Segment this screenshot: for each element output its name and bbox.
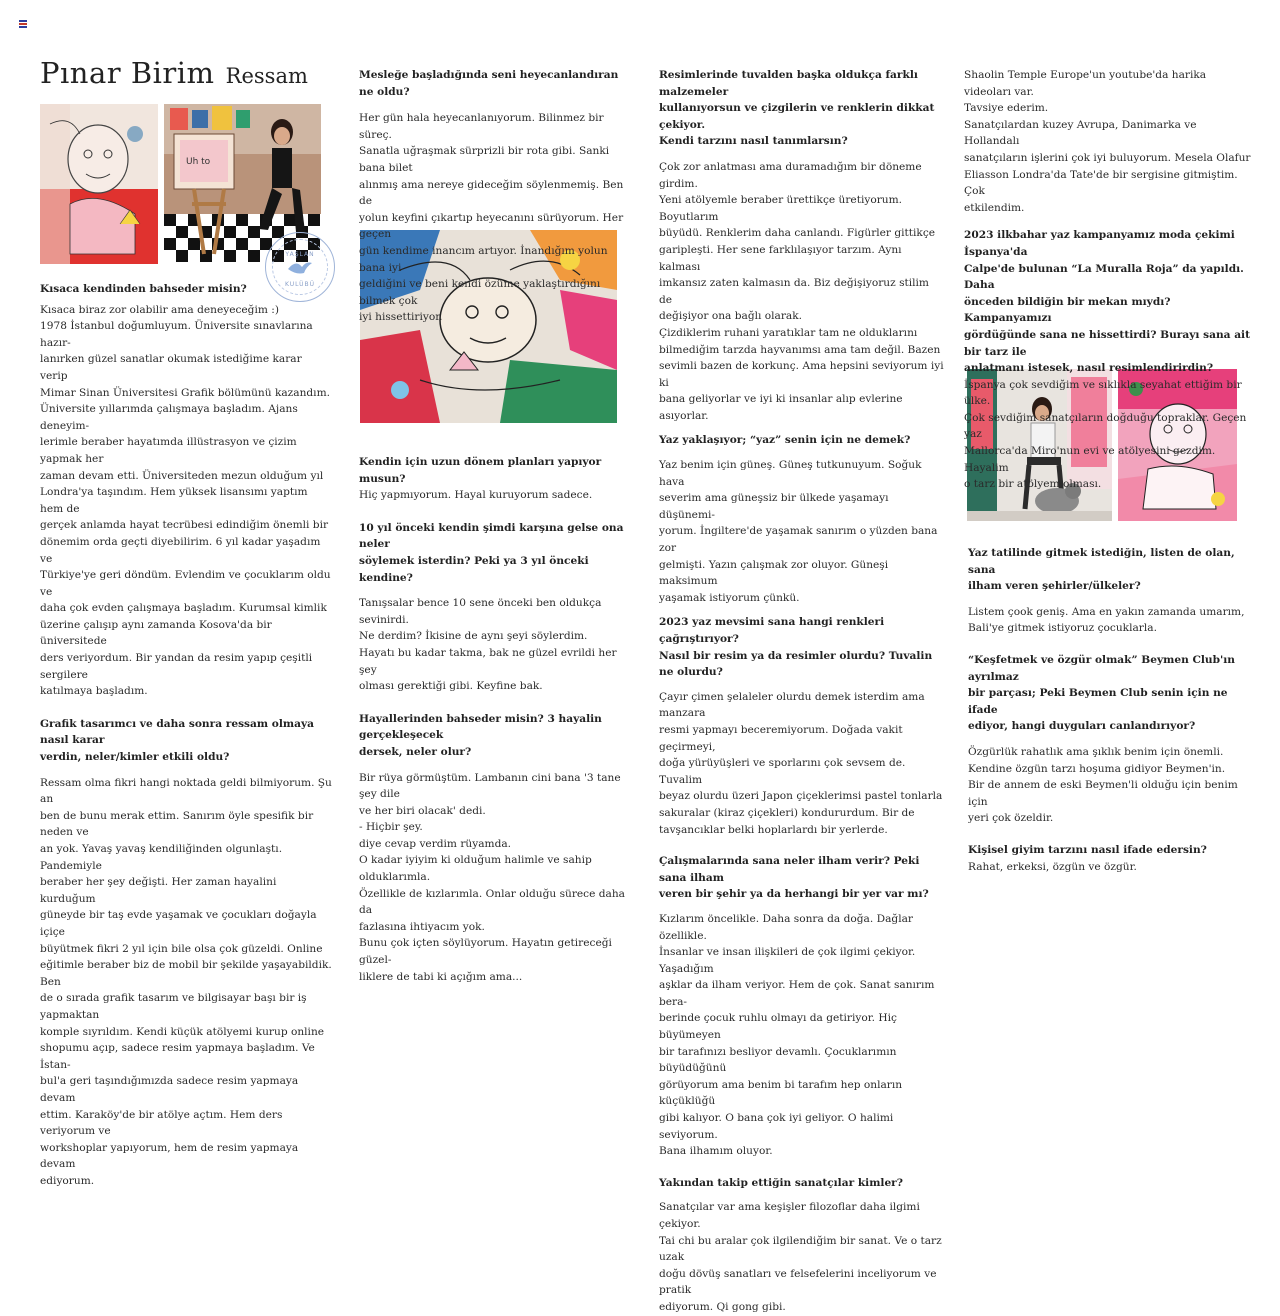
question-5: 10 yıl önceki kendin şimdi karşına gelse ona neler söylemek isterdin? Peki ya 3 yıl önceki kendine? (359, 521, 624, 584)
answer-9: Çayır çimen şelaleler olurdu demek isterdim ama manzara resmi yapmayı beceremiyorum. Doğada vakit geçirmeyi, doğa yürüyüşleri ve sporlarını çok sevsem de. Tuvalim beyaz olurdu üzeri Japon çiçeklerimsi pastel tonlarla sakuralar (kiraz çiçekleri) kondururdum. Bir de tavşancıklar belki hoplarlardı bir yerlerde. (659, 690, 943, 836)
answer-5: Tanışsalar bence 10 sene önceki ben oldukça sevinirdi. Ne derdim? İkisine de aynı şeyi söylerdim. Hayatı bu kadar takma, bak ne güzel evrildi her şey olması gerektiği gibi. Keyfine bak. (359, 597, 617, 693)
menu-icon[interactable] (19, 20, 27, 27)
question-12: 2023 ilkbahar yaz kampanyamız moda çekimi İspanya'da Calpe'de bulunan “La Muralla Roja” da yapıldı. Daha önceden bildiğin bir mekan mıydı? Kampanyamızı gördüğünde sana ne hissettirdi? Burayı sana ait bir tarz ile anlatmanı istesek, nasıl resimlendirirdin? (964, 229, 1250, 375)
answer-1: Kısaca biraz zor olabilir ama deneyeceğim :) 1978 İstanbul doğumluyum. Üniversite sınavlarına hazır- lanırken güzel sanatlar okumak istediğime karar verip Mimar Sinan Üniversitesi Grafik bölümünü kazandım. Üniversite yıllarımda çalışmaya başladım. Ajans deneyim- lerimle beraber hayatımda illüstrasyon ve çizim yapmak her zaman devam etti. Üniversiteden mezun olduğum yıl Londra'ya taşındım. Hem yüksek lisansımı yaptım hem de gerçek anlamda hayat tecrübesi edindiğim önemli bir dönemim orda geçti diyebilirim. 6 yıl kadar yaşadım ve Türkiye'ye geri döndüm. Evlendim ve çocuklarım oldu ve daha çok evden çalışmaya başladım. Kurumsal kimlik üzerine çalışıp aynı zamanda Kosova'da bir üniversitede ders veriyordum. Bir yandan da resim yapıp çeşitli sergilere katılmaya başladım. (40, 303, 331, 698)
column-1 (40, 281, 332, 1189)
answer-2: Ressam olma fikri hangi noktada geldi bilmiyorum. Şu an ben de bunu merak ettim. Sanırım öyle spesifik bir neden ve an yok. Yavaş yavaş kendiliğinden olgunlaştı. Pandemiyle beraber her şey değişti. Her zaman hayalini kurduğum güneyde bir taş evde yaşamak ve çocukları doğayla içiçe büyütmek fikri 2 yıl için bile olsa çok güzeldi. Online eğitimle beraber biz de mobil bir şekilde yaşayabildik. Ben de o sırada grafik tasarım ve bilgisayar başı bir iş yapmaktan komple sıyrıldım. Kendi küçük atölyemi kurup online shopumu açıp, sadece resim yapmaya başladım. Ve İstan- bul'a geri taşındığımızda sadece resim yapmaya devam ettim. Karaköy'de bir atölye açtım. Hem ders veriyorum ve workshoplar yapıyorum, hem de resim yapmaya devam ediyorum. (40, 776, 332, 1187)
column-4 (964, 67, 1254, 493)
answer-3: Her gün hala heyecanlanıyorum. Bilinmez bir süreç. Sanatla uğraşmak sürprizli bir rota gibi. Sanki bana bilet alınmış ama nereye gideceğim söylenmemiş. Ben de yolun keyfini çıkartıp heyecanını sürüyorum. Her geçen gün kendime inancım artıyor. İnandığım yolun bana iyi geldiğini ve beni kendi özüme yaklaştırdığını bilmek çok iyi hissettiriyor. (359, 112, 624, 324)
answer-11-continued: Shaolin Temple Europe'un youtube'da harika videoları var. Tavsiye ederim. Sanatçılardan kuzey Avrupa, Danimarka ve Hollandalı sanatçıların işlerini çok iyi buluyorum. Mesela Olafur Eliasson Londra'da Tate'de bir sergisine gitmiştim. Çok etkilendim. (964, 69, 1251, 214)
stamp-text-bottom: KULÜBÜ (284, 281, 316, 288)
answer-15: Rahat, erkeksi, özgün ve özgür. (968, 860, 1137, 873)
answer-11: Sanatçılar var ama keşişler filozoflar daha ilgimi çekiyor. Tai chi bu aralar çok ilgilendiğim bir sanat. Ve o tarz uzak doğu dövüş sanatları ve felsefelerini inceliyorum ve pratik ediyorum. Qi gong gibi. (659, 1201, 942, 1313)
bird-icon (286, 257, 314, 277)
question-6: Hayallerinden bahseder misin? 3 hayalin gerçekleşecek dersek, neler olur? (359, 712, 602, 758)
artist-role: Ressam (225, 64, 308, 88)
answer-8: Yaz benim için güneş. Güneş tutkunuyum. Soğuk hava severim ama güneşsiz bir ülkede yaşamayı düşünemi- yorum. İngiltere'de yaşamak sanırım o yüzden bana zor gelmişti. Yazın çalışmak zor oluyor. Güneşi maksimum yaşamak istiyorum çünkü. (659, 459, 938, 604)
painting-image-1 (40, 104, 158, 264)
question-4: Kendin için uzun dönem planları yapıyor musun? (359, 456, 602, 485)
answer-7: Çok zor anlatması ama duramadığım bir döneme girdim. Yeni atölyemle beraber ürettikçe üretiyorum. Boyutlarım büyüdü. Renklerim daha canlandı. Figürler gittikçe garipleşti. Her sene farklılaşıyor tarzım. Aynı kalması imkansız zaten kalmasın da. Biz değişiyoruz stilim de değişiyor ona bağlı olarak. Çizdiklerim ruhani yaratıklar tam ne olduklarını bilmediğim tarzda hayvanımsı ama tam değil. Bazen sevimli bazen de korkunç. Ama hepsini seviyorum iyi ki bana geliyorlar ve iyi ki insanlar alıp evlerine asıyorlar. (659, 160, 944, 422)
question-9: 2023 yaz mevsimi sana hangi renkleri çağrıştırıyor? Nasıl bir resim ya da resimler olurdu? Tuvalin ne olurdu? (659, 616, 933, 679)
artist-name: Pınar Birim (40, 56, 215, 90)
column-4-lower (968, 545, 1258, 875)
question-15: Kişisel giyim tarzını nasıl ifade edersin? (968, 843, 1207, 856)
page-title (40, 56, 308, 90)
question-1: Kısaca kendinden bahseder misin? (40, 283, 247, 295)
question-7: Resimlerinde tuvalden başka oldukça farklı malzemeler kullanıyorsun ve çizgilerin ve renklerin dikkat çekiyor. Kendi tarzını nasıl tanımlarsın? (659, 69, 935, 148)
answer-6: Bir rüya görmüştüm. Lambanın cini bana '3 tane şey dile ve her biri olacak' dedi. - Hiçbir şey. diye cevap verdim rüyamda. O kadar iyiyim ki olduğum halimle ve sahip olduklarımla. Özellikle de kızlarımla. Onlar olduğu sürece daha da fazlasına ihtiyacım yok. Bunu çok içten söylüyorum. Hayatın getireceği güzel- liklere de tabi ki açığım ama... (359, 771, 625, 983)
question-11: Yakından takip ettiğin sanatçılar kimler? (659, 1176, 903, 1189)
svg-text:Uh to: Uh to (186, 157, 211, 167)
question-3: Mesleğe başladığında seni heyecanlandıran ne oldu? (359, 69, 619, 98)
question-8: Yaz yaklaşıyor; “yaz” senin için ne demek? (659, 434, 911, 447)
answer-4: Hiç yapmıyorum. Hayal kuruyorum sadece. (359, 489, 593, 502)
column-2 (359, 67, 634, 326)
answer-13: Listem çook geniş. Ama en yakın zamanda umarım, Bali'ye gitmek istiyoruz çocuklarla. (968, 605, 1245, 635)
question-13: Yaz tatilinde gitmek istediğin, listen de olan, sana ilham veren şehirler/ülkeler? (968, 547, 1235, 593)
answer-10: Kızlarım öncelikle. Daha sonra da doğa. Dağlar özellikle. İnsanlar ve insan ilişkileri de çok ilgimi çekiyor. Yaşadığım aşklar da ilham veriyor. Hem de çok. Sanat sanırım bera- berinde çocuk ruhlu olmayı da getiriyor. Hiç büyümeyen bir tarafınızı besliyor devamlı. Çocuklarımın büyüdüğünü görüyorum ama benim bi tarafım hep onların küçüklüğü gibi kalıyor. O bana çok iyi geliyor. O halimi seviyorum. Bana ilhamım oluyor. (659, 912, 935, 1158)
stamp-text-top: YAŞLAN (285, 251, 315, 258)
answer-14: Özgürlük rahatlık ama şıklık benim için önemli. Kendine özgün tarzı hoşuma gidiyor Beymen'in. Bir de annem de eski Beymen'li olduğu için benim için yeri çok özeldir. (968, 745, 1238, 825)
question-10: Çalışmalarında sana neler ilham verir? Peki sana ilham veren bir şehir ya da herhangi bir yer var mı? (659, 855, 929, 901)
column-3 (659, 67, 944, 1316)
question-2: Grafik tasarımcı ve daha sonra ressam olmaya nasıl karar verdin, neler/kimler etkili oldu? (40, 717, 314, 764)
question-14: “Keşfetmek ve özgür olmak” Beymen Club'ın ayrılmaz bir parçası; Peki Beymen Club senin için ne ifade ediyor, hangi duyguları canlandırıyor? (968, 653, 1235, 733)
answer-12: İspanya çok sevdiğim ve sıklıkla seyahat ettiğim bir ülke. Çok sevdiğim sanatçıların doğduğu topraklar. Geçen yaz Mallorca'da Miro'nun evi ve atölyesini gezdim. Hayalim o tarz bir atölyem olması. (964, 378, 1247, 491)
column-2-lower (359, 454, 634, 985)
